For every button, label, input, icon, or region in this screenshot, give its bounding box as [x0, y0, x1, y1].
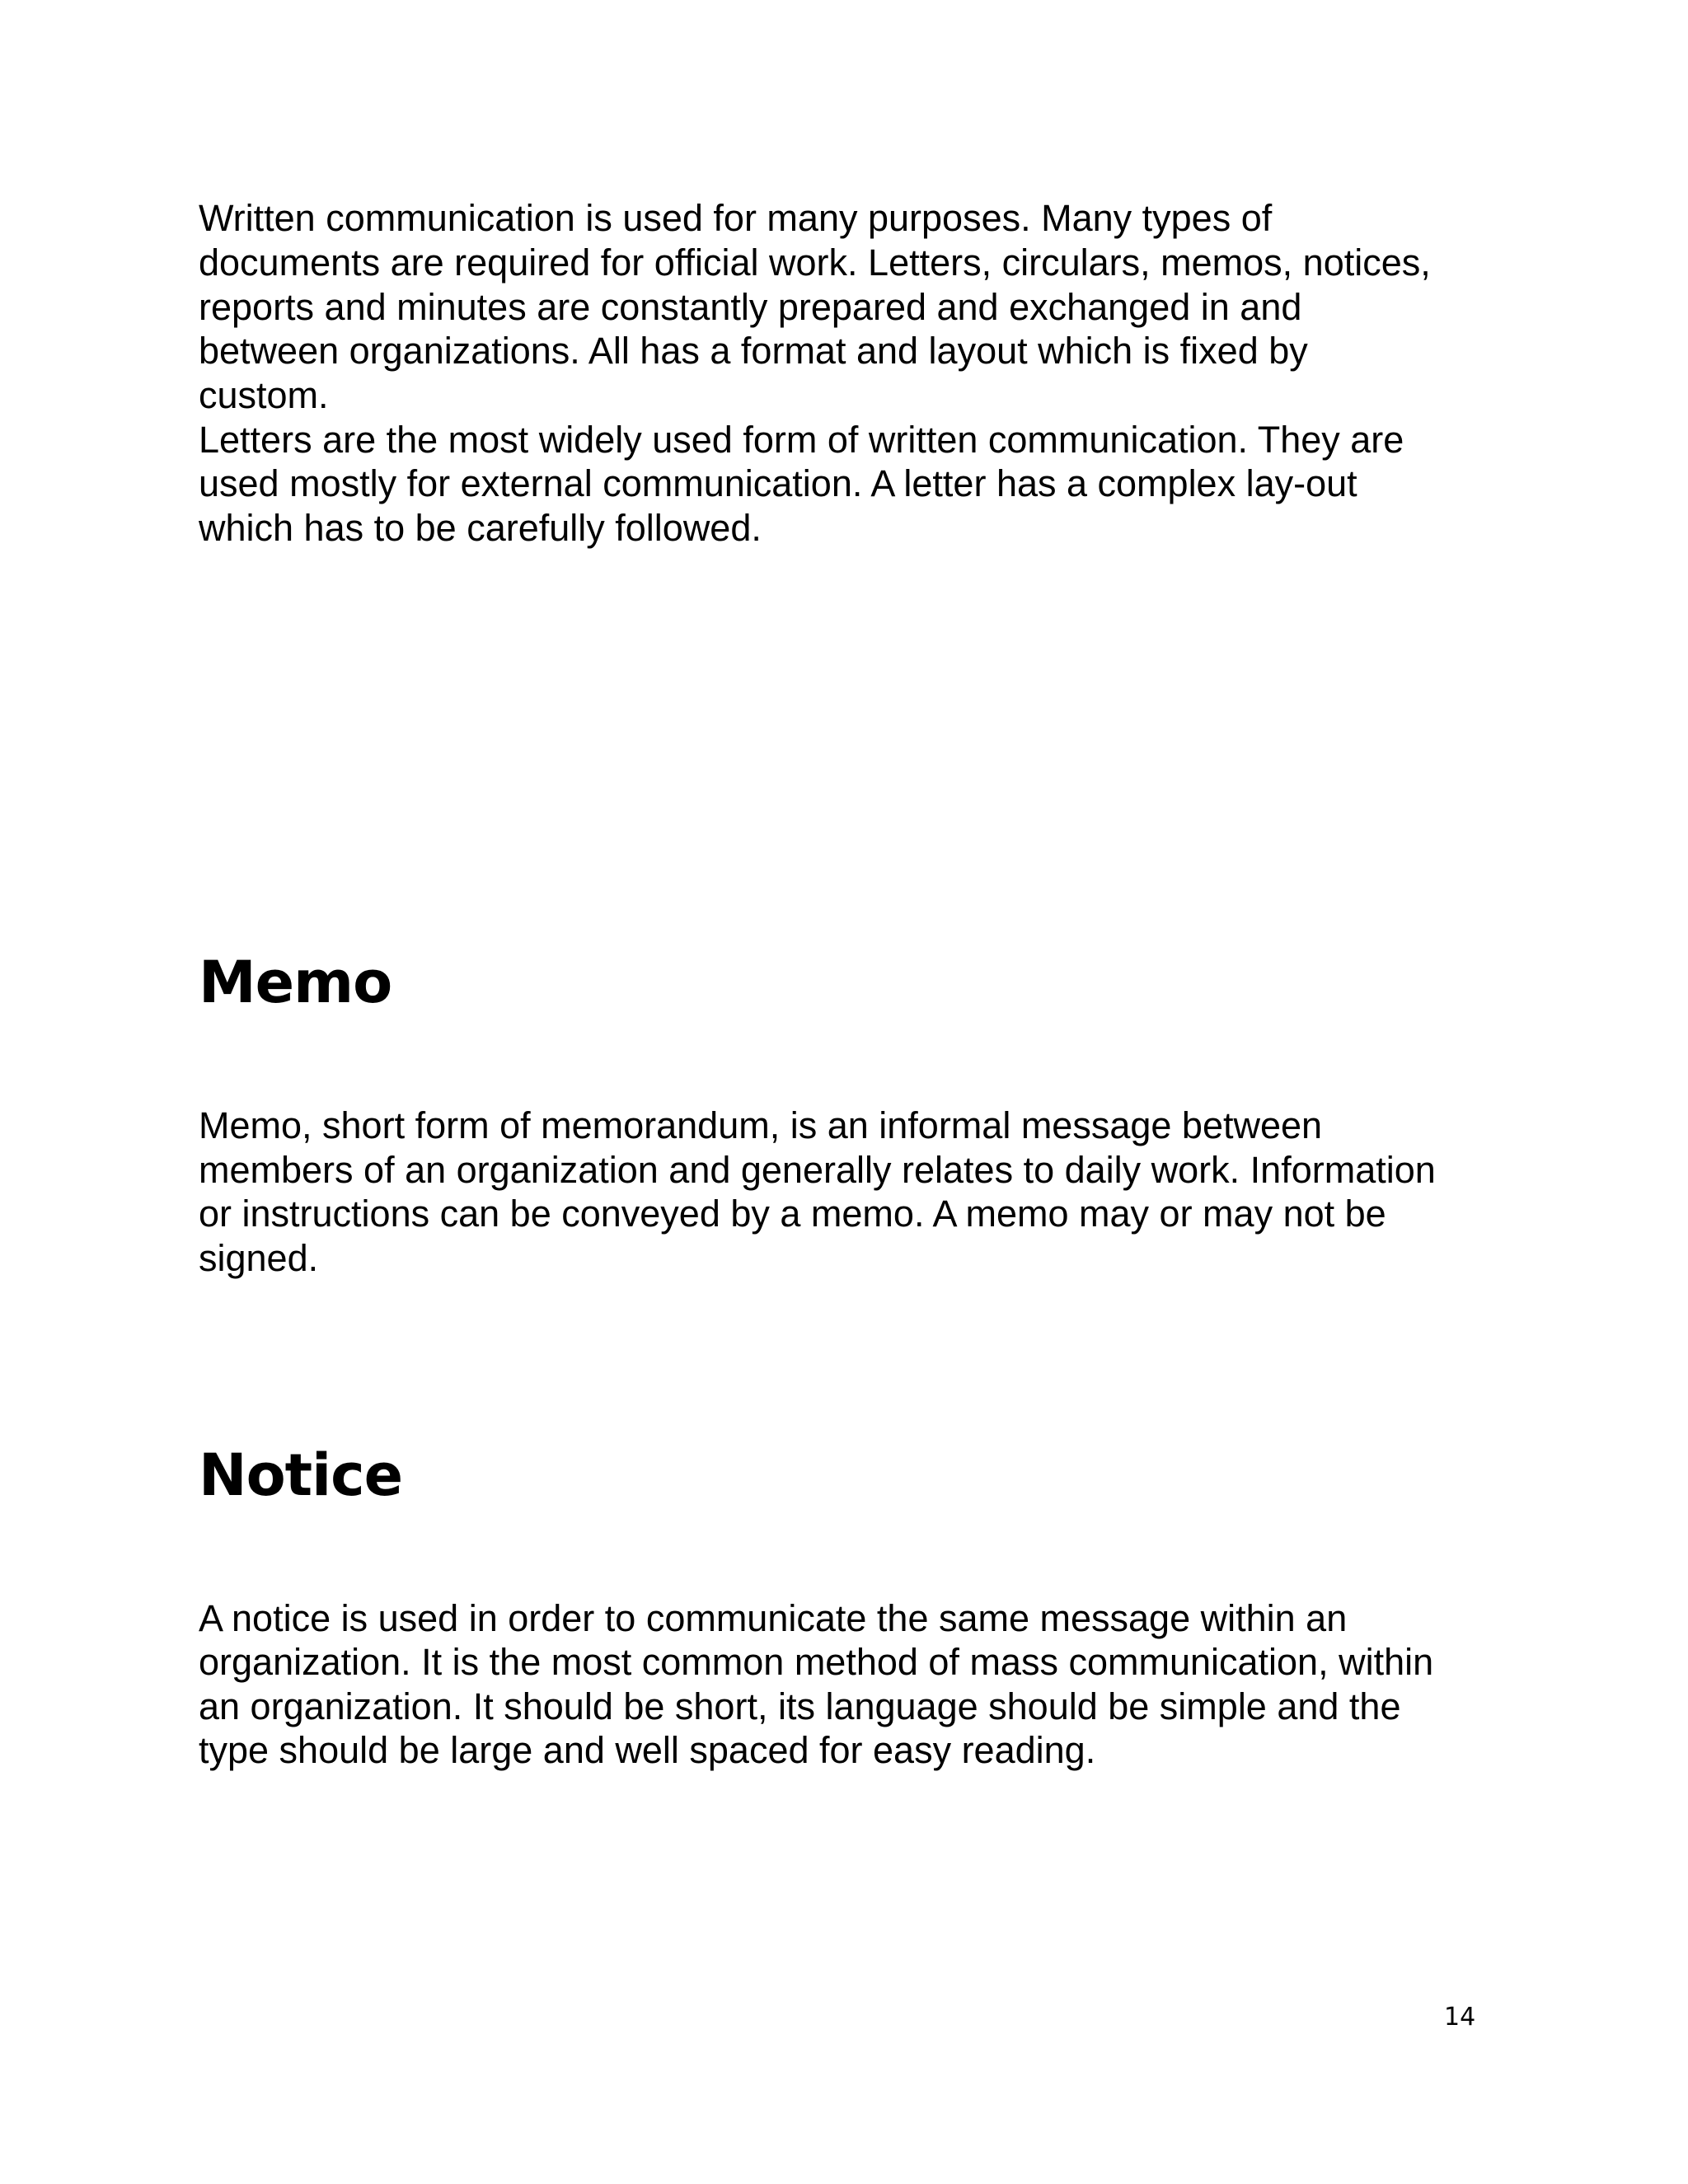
intro-line: Letters are the most widely used form of written communication. They are [199, 419, 1404, 461]
notice-line: an organization. It should be short, its language should be simple and the [199, 1685, 1401, 1727]
notice-line: A notice is used in order to communicate the same message within an [199, 1597, 1348, 1639]
page-number: 14 [1444, 2003, 1476, 2032]
intro-line: documents are required for official work. Letters, circulars, memos, notices, [199, 241, 1431, 284]
memo-line: or instructions can be conveyed by a memo. A memo may or may not be [199, 1193, 1386, 1235]
notice-heading: Notice [199, 1441, 403, 1509]
memo-line: signed. [199, 1237, 319, 1279]
memo-heading: Memo [199, 949, 392, 1016]
intro-line: which has to be carefully followed. [199, 507, 762, 549]
intro-line: Written communication is used for many purposes. Many types of [199, 197, 1273, 239]
intro-line: custom. [199, 374, 329, 416]
intro-line: used mostly for external communication. A letter has a complex lay-out [199, 462, 1357, 504]
memo-line: members of an organization and generally relates to daily work. Information [199, 1149, 1436, 1191]
notice-line: organization. It is the most common method of mass communication, within [199, 1641, 1434, 1683]
intro-line: between organizations. All has a format and layout which is fixed by [199, 330, 1308, 372]
notice-line: type should be large and well spaced for easy reading. [199, 1729, 1096, 1771]
memo-line: Memo, short form of memorandum, is an informal message between [199, 1104, 1323, 1146]
intro-line: reports and minutes are constantly prepared and exchanged in and [199, 286, 1302, 328]
